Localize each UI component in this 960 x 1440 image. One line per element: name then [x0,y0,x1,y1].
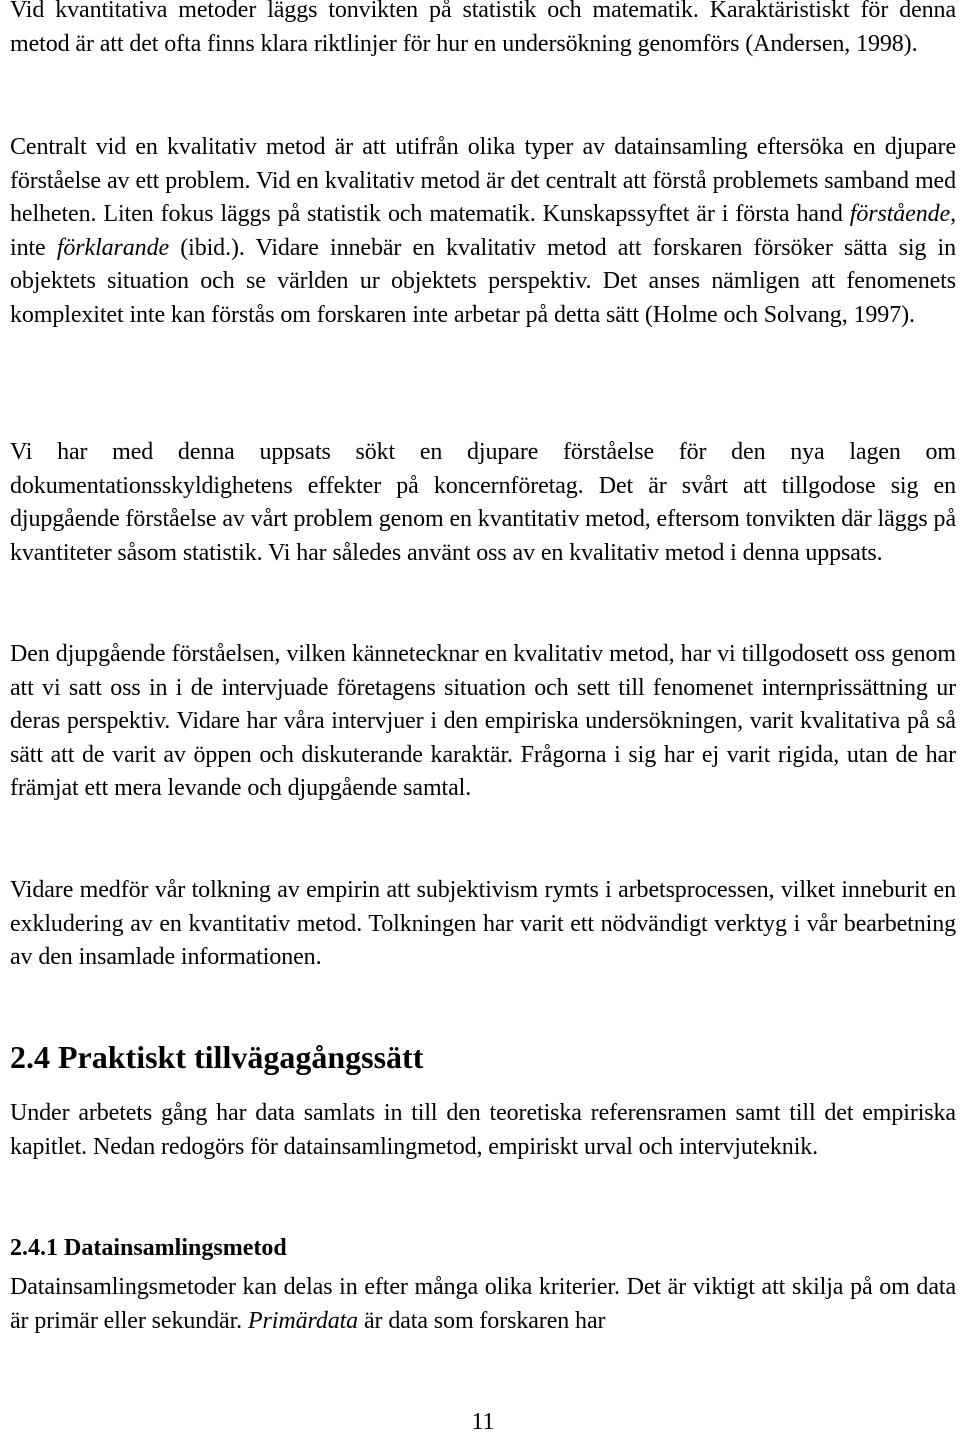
document-page [10,0,956,1440]
paragraph-text: Vid kvantitativa metoder läggs tonvikten på statistik och matematik. Karaktäristiskt för denna metod är att det ofta finns klara riktlinjer för hur en undersökning genomförs (Andersen, 1998). [10,0,956,57]
italic-term-forklarande: förklarande [56,234,170,261]
paragraph-text: Den djupgående förståelsen, vilken kännetecknar en kvalitativ metod, har vi tillgodosett oss genom att vi satt oss in i de intervjuade företagens situation och sett till fenomenet internprissättning ur deras perspektiv. Vidare har våra intervjuer i den empiriska undersökningen, varit kvalitativa på så sätt att de varit av öppen och diskuterande karaktär. Frågorna i sig har ej varit rigida, utan de har främjat ett mera levande och djupgående samtal. [10,641,956,801]
paragraph-qualitative-methods [10,131,956,332]
paragraph-text: Centralt vid en kvalitativ metod är att utifrån olika typer av datainsamling eftersöka en djupare förståelse av ett problem. Vid en kvalitativ metod är det centralt att förstå problemets samband med helheten. Liten fokus läggs på statistik och matematik. Kunskapssyftet är i första hand [10,134,956,227]
italic-term-primardata: Primärdata [247,1307,359,1334]
paragraph-data-collection-intro [10,1097,956,1164]
paragraph-text: Vi har med denna uppsats sökt en djupare förståelse för den nya lagen om dokumentationsskyldighetens effekter på koncernföretag. Det är svårt att tillgodose sig en djupgående förståelse av vårt problem genom en kvantitativ metod, eftersom tonvikten där läggs på kvantiteter såsom statistik. Vi har således använt oss av en kvalitativ metod i denna uppsats. [10,439,957,566]
paragraph-text: är data som forskaren har [358,1307,606,1334]
paragraph-text: Under arbetets gång har data samlats in till den teoretiska referensramen samt till det empiriska kapitlet. Nedan redogörs för datainsamlingmetod, empiriskt urval och intervjuteknik. [10,1100,956,1160]
subsection-heading: 2.4.1 Datainsamlingsmetod [10,1235,287,1261]
italic-term-forstaende: förstående [849,201,951,227]
paragraph-text: Datainsamlingsmetoder kan delas in efter många olika kriterier. Det är viktigt att skilja på om data är primär eller sekundär. [10,1274,956,1334]
paragraph-deep-understanding [10,638,956,806]
paragraph-interpretation [10,874,956,975]
paragraph-data-collection-methods [10,1271,956,1338]
paragraph-quantitative-methods [10,0,956,61]
paragraph-text: (ibid.). Vidare innebär en kvalitativ metod att forskaren försöker sätta sig in objektets situation och se världen ur objektets perspektiv. Det anses nämligen att fenomenets komplexitet inte kan förstås om forskaren inte arbetar på detta sätt (Holme och Solvang, 1997). [10,234,956,328]
section-heading: 2.4 Praktiskt tillvägagångssätt [10,1039,424,1075]
paragraph-text: Vidare medför vår tolkning av empirin att subjektivism rymts i arbetsprocessen, vilket inneburit en exkludering av en kvantitativ metod. Tolkningen har varit ett nödvändigt verktyg i vår bearbetning av den insamlade informationen. [10,877,956,970]
paragraph-thesis-approach [10,436,956,570]
paragraph-text: , inte [10,201,956,261]
page-number: 11 [471,1409,495,1435]
